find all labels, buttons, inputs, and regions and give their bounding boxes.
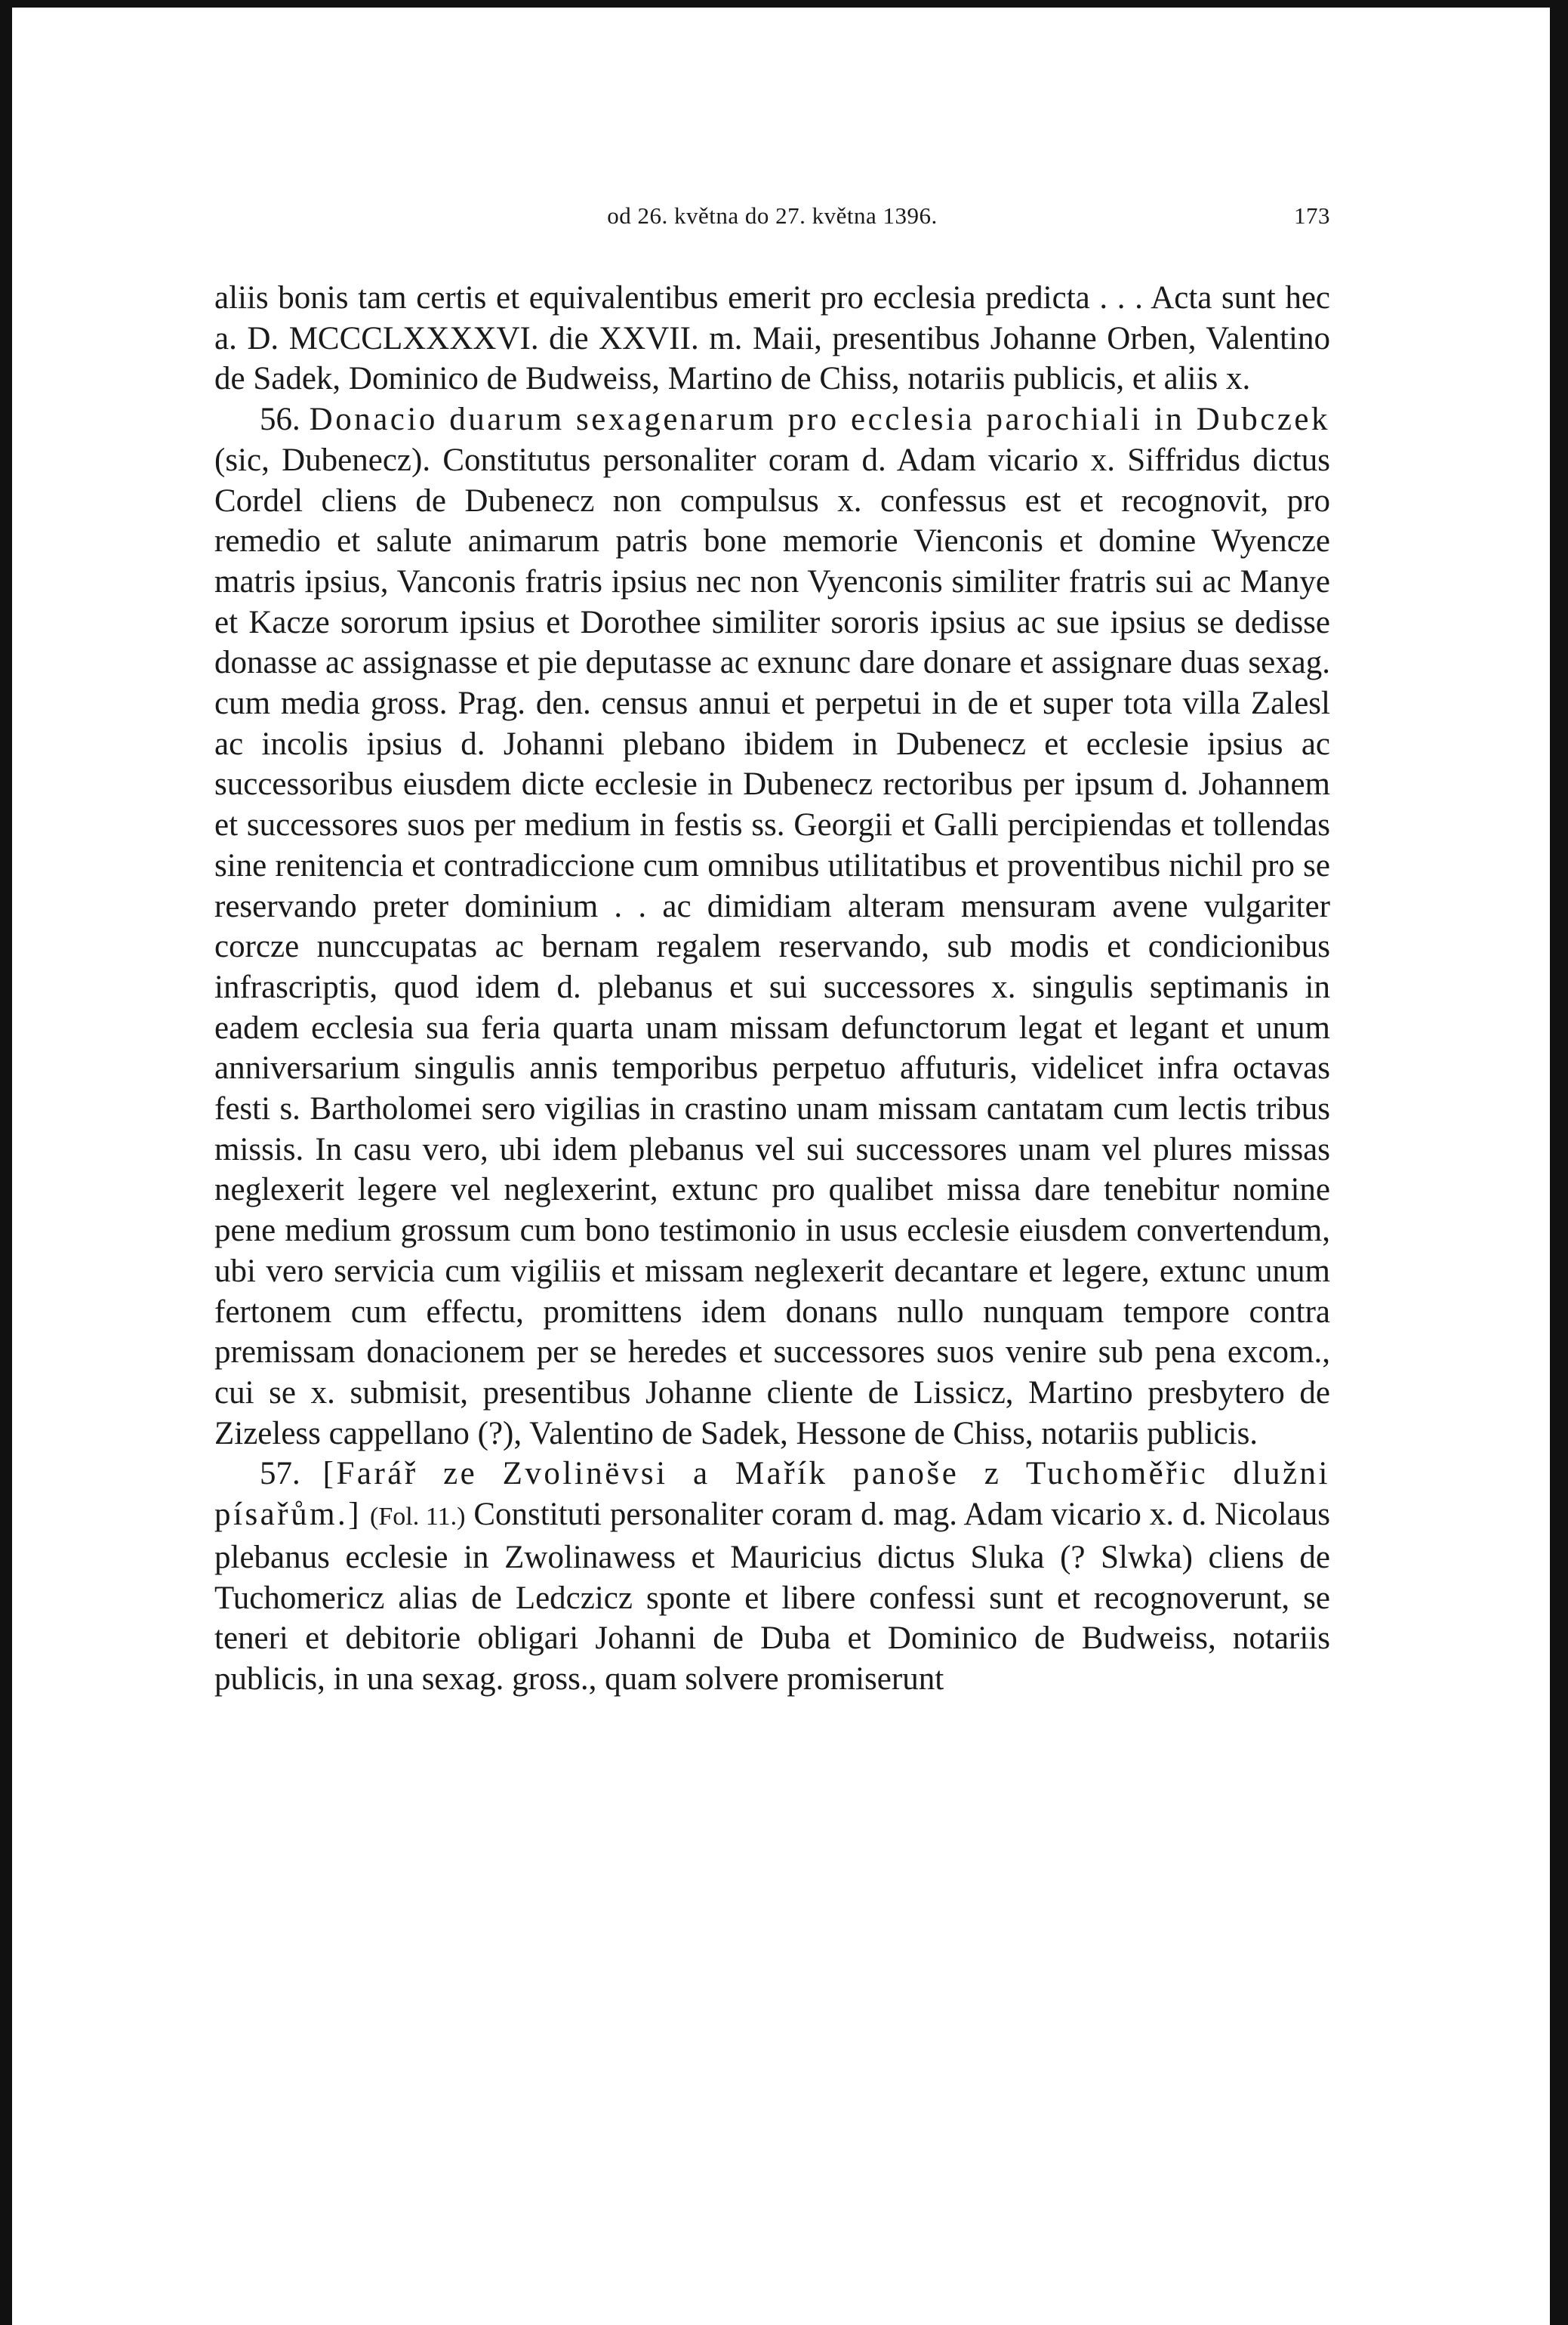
- entry-57: [214, 1454, 1330, 1699]
- paragraph-text: aliis bonis tam certis et equivalentibus emerit pro ecclesia predicta . . . Acta sunt hec a. D. MCCCLXXXXVI. die XXVII. m. Maii, presentibus Johanne Orben, Valentino de Sadek, Dominico de Budweiss, Martino de Chiss, notariis publicis, et aliis x.: [214, 280, 1330, 397]
- running-head-title: od 26. května do 27. května 1396.: [607, 202, 938, 229]
- entry-number: 57.: [260, 1456, 300, 1492]
- entry-title: Donacio duarum sexagenarum pro ecclesia parochiali in Dubczek: [309, 402, 1330, 438]
- text-body: [214, 278, 1330, 1700]
- entry-number: 56.: [260, 402, 300, 438]
- entry-text: Constituti personaliter coram d. mag. Adam vicario x. d. Nicolaus plebanus ecclesie in Zwolinawess et Mauricius dictus Sluka (? Slwka) cliens de Tuchomericz alias de Ledczicz sponte et libere confessi sunt et recognoverunt, se teneri et debitorie obligari Johanni de Duba et Dominico de Budweiss, notariis publicis, in una sexag. gross., quam solvere promiserunt: [214, 1497, 1330, 1697]
- document-page: [214, 193, 1330, 1700]
- scan-edge-left: [0, 0, 12, 2325]
- entry-title: [Farář ze Zvolinëvsi a Mařík panoše z Tuchoměřic dlužni písařům.]: [214, 1456, 1330, 1533]
- entry-text: (sic, Dubenecz). Constitutus personaliter coram d. Adam vicario x. Siffridus dictus Cordel cliens de Dubenecz non compulsus x. confessus est et recognovit, pro remedio et salute animarum patris bone memorie Vienconis et domine Wyencze matris ipsius, Vanconis fratris ipsius nec non Vyenconis similiter fratris sui ac Manye et Kacze sororum ipsius et Dorothee similiter sororis ipsius ac sue ipsius se dedisse donasse ac assignasse et pie deputasse ac exnunc dare donare et assignare duas sexag. cum media gross. Prag. den. census annui et perpetui in de et super tota villa Zalesl ac incolis ipsius d. Johanni plebano ibidem in Dubenecz et ecclesie ipsius ac successoribus eiusdem dicte ecclesie in Dubenecz rectoribus per ipsum d. Johannem et successores suos per medium in festis ss. Georgii et Galli percipiendas et tollendas sine renitencia et contradiccione cum omnibus utilitatibus et proventibus nichil pro se reservando preter dominium . . ac dimidiam alteram mensuram avene vulgariter corcze nunccupatas ac bernam regalem reservando, sub modis et condicionibus infrascriptis, quod idem d. plebanus et sui successores x. singulis septimanis in eadem ecclesia sua feria quarta unam missam defunctorum legat et legant et unum anniversarium singulis annis temporibus perpetuo affuturis, videlicet infra octavas festi s. Bartholomei sero vigilias in crastino unam missam cantatam cum lectis tribus missis. In casu vero, ubi idem plebanus vel sui successores unam vel plures missas neglexerit legere vel neglexerint, extunc pro qualibet missa dare tenebitur nomine pene medium grossum cum bono testimonio in usus ecclesie eiusdem convertendum, ubi vero servicia cum vigiliis et missam neglexerit decantare et legere, extunc unum fertonem cum effectu, promittens idem donans nullo nunquam tempore contra premissam donacionem per se heredes et successores suos venire sub pena excom., cui se x. submisit, presentibus Johanne cliente de Lissicz, Martino presbytero de Zizeless cappellano (?), Valentino de Sadek, Hessone de Chiss, notariis publicis.: [214, 442, 1330, 1451]
- entry-56: [214, 399, 1330, 1454]
- scan-edge-right: [1550, 0, 1568, 2325]
- folio-reference: (Fol. 11.): [370, 1503, 466, 1531]
- running-head: [214, 193, 1330, 239]
- scan-edge-top: [0, 0, 1568, 8]
- page-number: 173: [1294, 202, 1330, 229]
- paragraph-continuation: [214, 278, 1330, 399]
